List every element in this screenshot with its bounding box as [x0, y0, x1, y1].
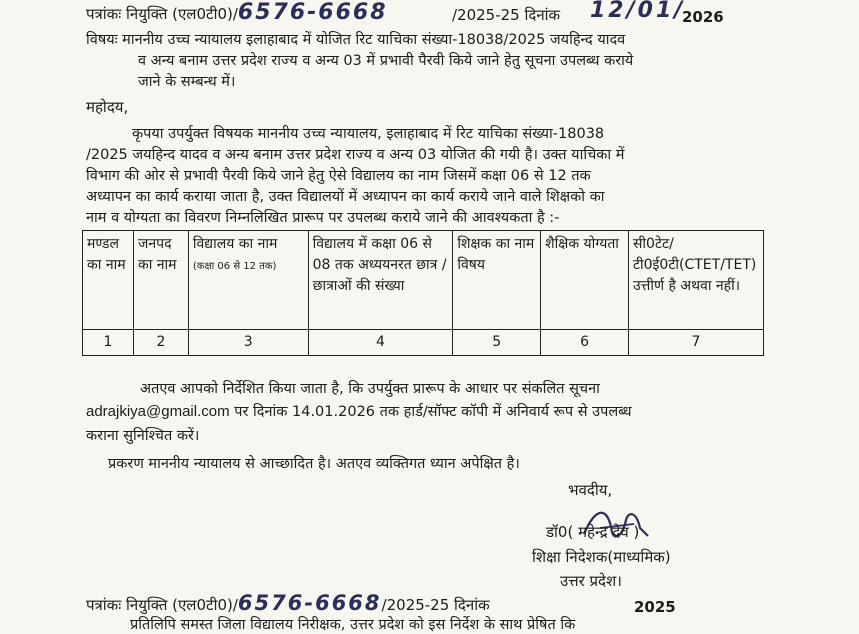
col-number: 1 — [83, 330, 134, 356]
col-number: 4 — [308, 330, 453, 356]
para1-line-5: नाम व योग्यता का विवरण निम्नलिखित प्रारूप पर उपलब्ध कराये जाने की आवश्यकता है :- — [86, 210, 560, 226]
footer-ref-prefix: पत्रांकः नियुक्ति (एल0टी0)/ — [86, 596, 238, 614]
signatory-name: डॉ0( महेन्द्र देव ) — [546, 523, 640, 541]
para1-line-4: अध्यापन का कार्य कराया जाता है, उक्त विद्यालयों में अध्यापन का कार्य कराये जाने वाले शिक्षको का — [86, 189, 605, 205]
para2-line-1: अतएव आपको निर्देशित किया जाता है, कि उपर्युक्त प्रारूप के आधार पर संकलित सूचना — [140, 381, 600, 397]
col-number: 7 — [628, 330, 763, 356]
email-address: adrajkiya@gmail.com — [86, 403, 230, 420]
header-teacher-name-subject: शिक्षक का नाम विषय — [453, 231, 541, 330]
col-number: 2 — [133, 330, 188, 356]
closing: भवदीय, — [568, 481, 613, 499]
date-handwritten: 12/01/ — [590, 0, 686, 23]
ref-prefix: पत्रांकः नियुक्ति (एल0टी0)/ — [86, 5, 238, 23]
para2-line-2-rest: पर दिनांक 14.01.2026 तक हार्ड/सॉफ्ट कॉपी में अनिवार्य रूप से उपलब्ध — [234, 404, 632, 420]
para1-line-2: /2025 जयहिन्द यादव व अन्य बनाम उत्तर प्रदेश राज्य व अन्य 03 योजित की गयी है। उक्त याचिका में — [86, 147, 625, 163]
subject-line-1: विषयः माननीय उच्च न्यायालय इलाहाबाद में योजित रिट याचिका संख्या-18038/2025 जयहिन्द यादव — [86, 32, 626, 48]
header-school-name-note: (कक्षा 06 से 12 तक) — [192, 261, 277, 272]
ref-year: 2026 — [682, 8, 724, 26]
signatory-designation: शिक्षा निदेशक(माध्यमिक) — [532, 548, 671, 566]
signatory-state: उत्तर प्रदेश। — [560, 572, 622, 590]
ref-suffix: /2025-25 दिनांक — [452, 6, 561, 24]
header-district-name: जनपद का नाम — [133, 231, 188, 330]
header-ctet-tet: सी0टेट/टी0ई0टी(CTET/TET) उत्तीर्ण है अथवा नहीं। — [628, 231, 763, 330]
para1-line-1: कृपया उपर्युक्त विषयक माननीय उच्च न्यायालय, इलाहाबाद में रिट याचिका संख्या-18038 — [132, 126, 605, 142]
col-number: 3 — [188, 330, 308, 356]
para3: प्रकरण माननीय न्यायालय से आच्छादित है। अतएव व्यक्तिगत ध्यान अपेक्षित है। — [108, 456, 520, 472]
footer-copy-line: प्रतिलिपि समस्त जिला विद्यालय निरीक्षक, उत्तर प्रदेश को इस निर्देश के साथ प्रेषित कि — [130, 617, 576, 633]
table-number-row — [83, 330, 764, 356]
header-qualification: शैक्षिक योग्यता — [541, 231, 629, 330]
col-number: 5 — [453, 330, 541, 356]
table-header-row — [83, 231, 764, 330]
salutation: महोदय, — [86, 98, 129, 116]
header-division-name: मण्डल का नाम — [83, 231, 134, 330]
col-number: 6 — [541, 330, 629, 356]
information-format-table — [82, 230, 764, 356]
subject-line-3: जाने के सम्बन्ध में। — [138, 74, 236, 90]
footer-ref-number-handwritten: 6576-6668 — [237, 591, 382, 615]
reference-line — [86, 0, 388, 25]
header-school-name — [188, 231, 308, 330]
subject-line-2: व अन्य बनाम उत्तर प्रदेश राज्य व अन्य 03 में प्रभावी पैरवी किये जाने हेतु सूचना उपलब्ध कराये — [138, 53, 634, 69]
para2-line-2 — [86, 403, 632, 421]
ref-number-handwritten: 6576-6668 — [237, 0, 388, 25]
footer-ref-suffix: /2025-25 दिनांक — [381, 596, 490, 614]
para2-line-3: कराना सुनिश्चित करें। — [86, 428, 200, 444]
header-school-name-label: विद्यालय का नाम — [192, 236, 278, 252]
para1-line-3: विभाग की ओर से प्रभावी पैरवी किये जाने हेतु ऐसे विद्यालय का नाम जिसमें कक्षा 06 से 12 तक — [86, 168, 591, 184]
footer-reference-line — [86, 591, 490, 615]
footer-year: 2025 — [634, 598, 676, 616]
header-student-count: विद्यालय में कक्षा 06 से 08 तक अध्ययनरत छात्र / छात्राओं की संख्या — [308, 231, 453, 330]
